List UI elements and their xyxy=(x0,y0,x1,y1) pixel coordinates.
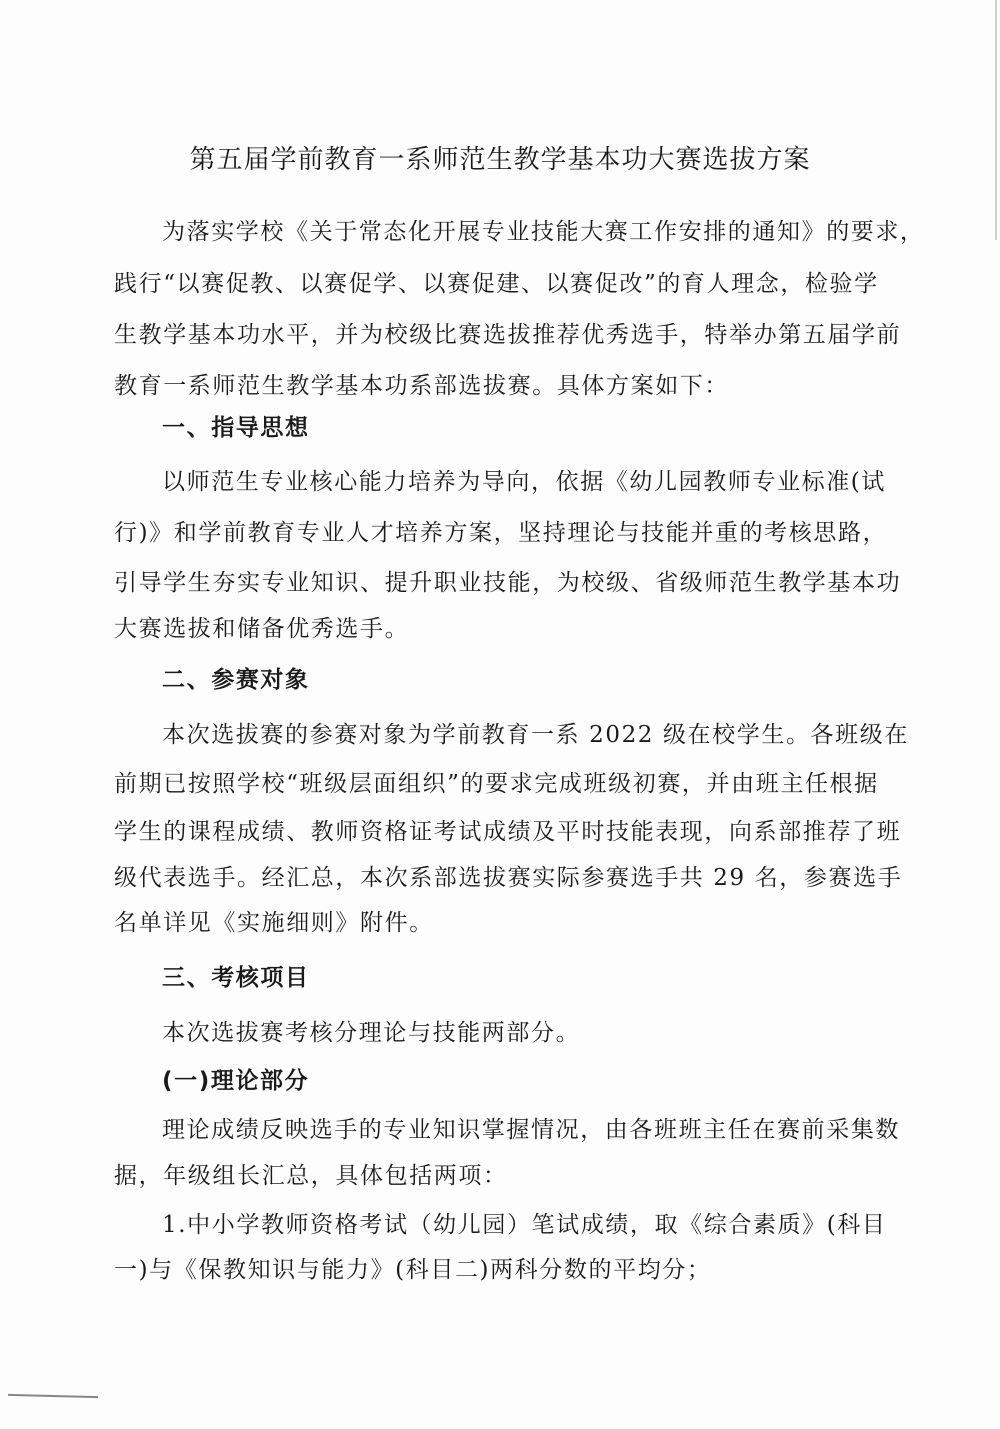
section2-line-1: 本次选拔赛的参赛对象为学前教育一系 2022 级在校学生。各班级在 xyxy=(162,722,909,748)
section2-line-2: 前期已按照学校“班级层面组织”的要求完成班级初赛，并由班主任根据 xyxy=(114,771,879,797)
section3-item1-line-2: 一)与《保教知识与能力》(科目二)两科分数的平均分； xyxy=(114,1257,712,1283)
section1-line-3: 引导学生夯实专业知识、提升职业技能，为校级、省级师范生教学基本功 xyxy=(114,570,902,596)
intro-line-1: 为落实学校《关于常态化开展专业技能大赛工作安排的通知》的要求， xyxy=(162,219,925,245)
section3-sub1-line-1: 理论成绩反映选手的专业知识掌握情况，由各班班主任在赛前采集数 xyxy=(162,1117,900,1143)
section2-line-3: 学生的课程成绩、教师资格证考试成绩及平时技能表现，向系部推荐了班 xyxy=(114,819,902,845)
section2-line-5: 名单详见《实施细则》附件。 xyxy=(114,910,434,936)
section3-intro: 本次选拔赛考核分理论与技能两部分。 xyxy=(162,1020,581,1046)
section1-heading: 一、指导思想 xyxy=(162,415,310,441)
intro-line-4: 教育一系师范生教学基本功系部选拔赛。具体方案如下： xyxy=(114,373,729,399)
section3-item1-line-1: 1.中小学教师资格考试（幼儿园）笔试成绩，取《综合素质》(科目 xyxy=(162,1212,887,1238)
section1-line-1: 以师范生专业核心能力培养为导向，依据《幼儿园教师专业标准(试 xyxy=(162,469,886,495)
document-title: 第五届学前教育一系师范生教学基本功大赛选拔方案 xyxy=(189,145,811,175)
section1-line-2: 行)》和学前教育专业人才培养方案，坚持理论与技能并重的考核思路， xyxy=(114,520,888,546)
section3-sub1-heading: (一)理论部分 xyxy=(162,1068,310,1094)
section3-sub1-line-2: 据，年级组长汇总，具体包括两项： xyxy=(114,1163,508,1189)
section1-line-4: 大赛选拔和储备优秀选手。 xyxy=(114,616,410,642)
scan-edge-line xyxy=(995,0,997,240)
section2-line-4: 级代表选手。经汇总，本次系部选拔赛实际参赛选手共 29 名，参赛选手 xyxy=(114,865,903,891)
intro-line-3: 生教学基本功水平，并为校级比赛选拔推荐优秀选手，特举办第五届学前 xyxy=(114,322,902,348)
scan-mark xyxy=(8,1394,98,1401)
section2-heading: 二、参赛对象 xyxy=(162,667,310,693)
section3-heading: 三、考核项目 xyxy=(162,965,310,991)
intro-line-2: 践行“以赛促教、以赛促学、以赛促建、以赛促改”的育人理念，检验学 xyxy=(114,271,879,297)
